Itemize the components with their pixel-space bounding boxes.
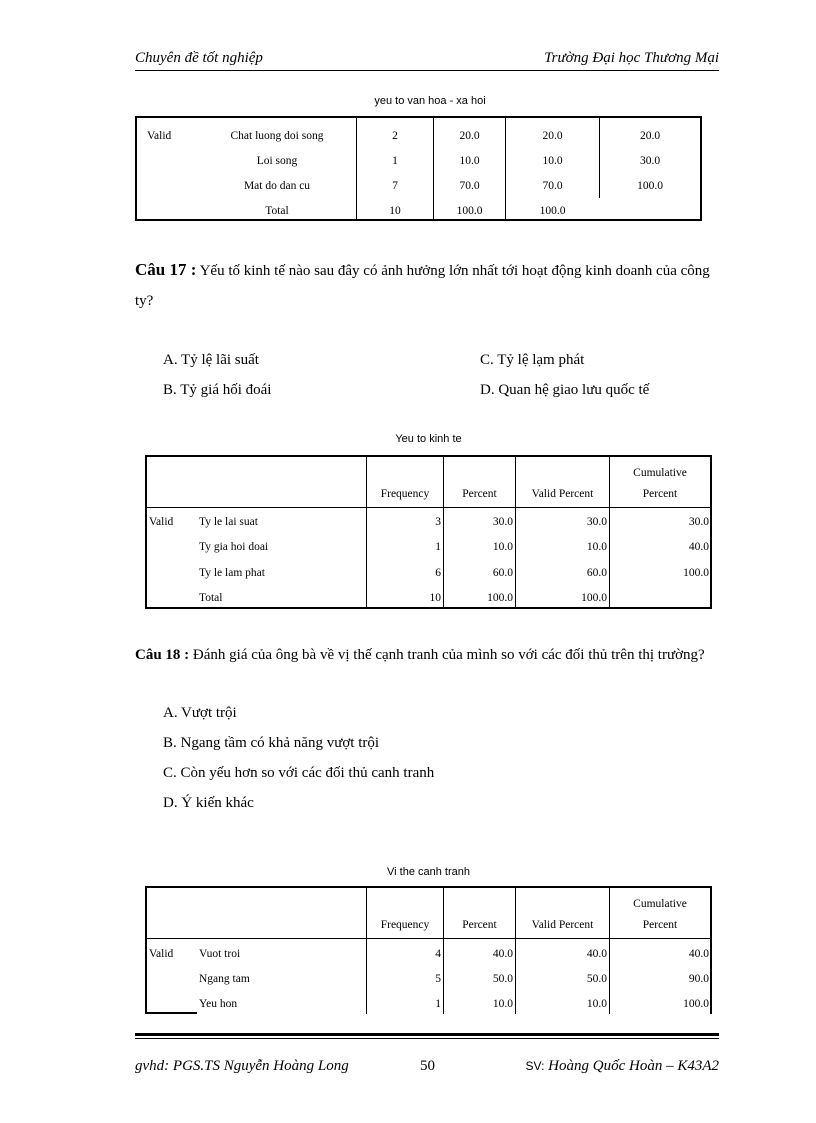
table2-cell: 100.0	[487, 592, 513, 604]
footer-rule-thin	[135, 1038, 719, 1039]
header-rule	[135, 70, 719, 71]
q17-option-b: B. Tỷ giá hối đoái	[163, 382, 272, 398]
table3-cell: 5	[435, 973, 441, 985]
table2-header-percent: Percent	[462, 488, 497, 500]
table2-cell: 60.0	[492, 567, 513, 579]
table1-cell: 7	[392, 180, 398, 192]
q18-option-b: B. Ngang tầm có khả năng vượt trội	[163, 735, 380, 751]
question-17-label: Câu 17 :	[135, 260, 197, 279]
table2-cell: 30.0	[586, 516, 607, 528]
table3-cell: 90.0	[688, 973, 709, 985]
table2-row-label: Ty le lai suat	[199, 516, 258, 528]
footer-student-name: Hoàng Quốc Hoàn – K43A2	[548, 1058, 719, 1074]
table1-row-label: Total	[265, 205, 289, 217]
table2	[145, 455, 712, 609]
table3-cell: 50.0	[492, 973, 513, 985]
table2-header-cumulative: Cumulative	[633, 467, 687, 479]
q17-option-a: A. Tỷ lệ lãi suất	[163, 352, 259, 368]
header-left: Chuyên đề tốt nghiệp	[135, 50, 263, 66]
page-number: 50	[420, 1058, 435, 1074]
table3-cell: 40.0	[492, 948, 513, 960]
q18-option-a: A. Vượt trội	[163, 705, 237, 721]
table2-header-valid-percent: Valid Percent	[531, 488, 594, 500]
table3-valid-label: Valid	[149, 948, 174, 960]
question-18	[135, 640, 725, 670]
table2-header-cumulative-percent: Percent	[642, 488, 678, 500]
table2-cell: 30.0	[492, 516, 513, 528]
table1-cell: 30.0	[639, 155, 661, 167]
table3-header-percent: Percent	[462, 919, 497, 931]
table1-cell: 20.0	[459, 130, 480, 142]
table1-cell: 100.0	[637, 180, 663, 192]
table3-cell: 50.0	[586, 973, 607, 985]
table1-cell: 70.0	[459, 180, 480, 192]
table2-cell: 60.0	[586, 567, 607, 579]
table1-cell: 20.0	[542, 130, 563, 142]
table2-cell: 10	[429, 592, 441, 604]
header-right: Trường Đại học Thương Mại	[544, 50, 719, 66]
table3	[145, 886, 712, 1014]
table3-header-cumulative: Cumulative	[633, 898, 687, 910]
table3-cell: 100.0	[683, 998, 709, 1010]
table2-cell: 6	[435, 567, 441, 579]
table3-cell: 40.0	[586, 948, 607, 960]
table2-row-label: Total	[199, 592, 223, 604]
footer-advisor: gvhd: PGS.TS Nguyễn Hoàng Long	[135, 1058, 349, 1074]
table2-cell: 10.0	[586, 541, 607, 553]
table3-row-label: Vuot troi	[199, 948, 241, 960]
table3-header-frequency: Frequency	[380, 919, 430, 931]
q18-option-d: D. Ý kiến khác	[163, 795, 254, 811]
table2-cell: 10.0	[492, 541, 513, 553]
table2-valid-label: Valid	[149, 516, 174, 528]
q17-option-c: C. Tỷ lệ lạm phát	[480, 352, 585, 368]
table1-cell: 20.0	[639, 130, 661, 142]
table1-cell: 100.0	[456, 205, 483, 217]
table3-cell: 10.0	[492, 998, 513, 1010]
question-18-text: Đánh giá của ông bà về vị thế cạnh tranh của mình so với các đối thủ trên thị trường?	[189, 647, 705, 663]
q17-option-d: D. Quan hệ giao lưu quốc tế	[480, 382, 650, 398]
table2-row-label: Ty le lam phat	[199, 567, 265, 579]
table1-valid-label: Valid	[147, 130, 172, 142]
table1-cell: 1	[392, 155, 398, 167]
footer-rule-thick	[135, 1033, 719, 1036]
table1-cell: 100.0	[539, 205, 566, 217]
table1-row-label: Loi song	[256, 155, 298, 167]
footer-student	[526, 1058, 719, 1075]
question-18-label: Câu 18 :	[135, 647, 190, 663]
table2-cell: 40.0	[688, 541, 709, 553]
table1	[135, 116, 702, 221]
table3-row-label: Ngang tam	[199, 973, 250, 985]
table1-cell: 10.0	[459, 155, 480, 167]
table1-cell: 10	[389, 205, 401, 217]
q18-option-c: C. Còn yếu hơn so với các đối thủ canh tranh	[163, 765, 435, 781]
table1-cell: 70.0	[542, 180, 563, 192]
table1-cell: 10.0	[542, 155, 563, 167]
table2-header-frequency: Frequency	[380, 488, 430, 500]
question-17	[135, 255, 725, 316]
table3-cell: 1	[435, 998, 441, 1010]
table2-cell: 1	[435, 541, 441, 553]
table1-cell: 2	[392, 130, 398, 142]
question-17-text: Yếu tố kinh tế nào sau đây có ảnh hưởng lớn nhất tới hoạt động kinh doanh của công ty?	[135, 263, 710, 309]
table2-cell: 100.0	[683, 567, 709, 579]
table2-row-label: Ty gia hoi doai	[199, 541, 269, 553]
table3-cell: 10.0	[586, 998, 607, 1010]
footer-sv-prefix: SV:	[525, 1059, 545, 1073]
table2-cell: 100.0	[581, 592, 607, 604]
table3-title: Vi the canh tranh	[387, 866, 470, 878]
table2-cell: 30.0	[688, 516, 709, 528]
table3-cell: 4	[435, 948, 441, 960]
table1-row-label: Chat luong doi song	[230, 130, 324, 142]
table3-header-valid-percent: Valid Percent	[531, 919, 594, 931]
table1-row-label: Mat do dan cu	[243, 180, 311, 192]
table3-row-label: Yeu hon	[199, 998, 238, 1010]
table3-cell: 40.0	[688, 948, 709, 960]
table2-cell: 3	[435, 516, 441, 528]
table1-title: yeu to van hoa - xa hoi	[374, 95, 486, 107]
table3-header-cumulative-percent: Percent	[642, 919, 678, 931]
table2-title: Yeu to kinh te	[395, 433, 462, 445]
